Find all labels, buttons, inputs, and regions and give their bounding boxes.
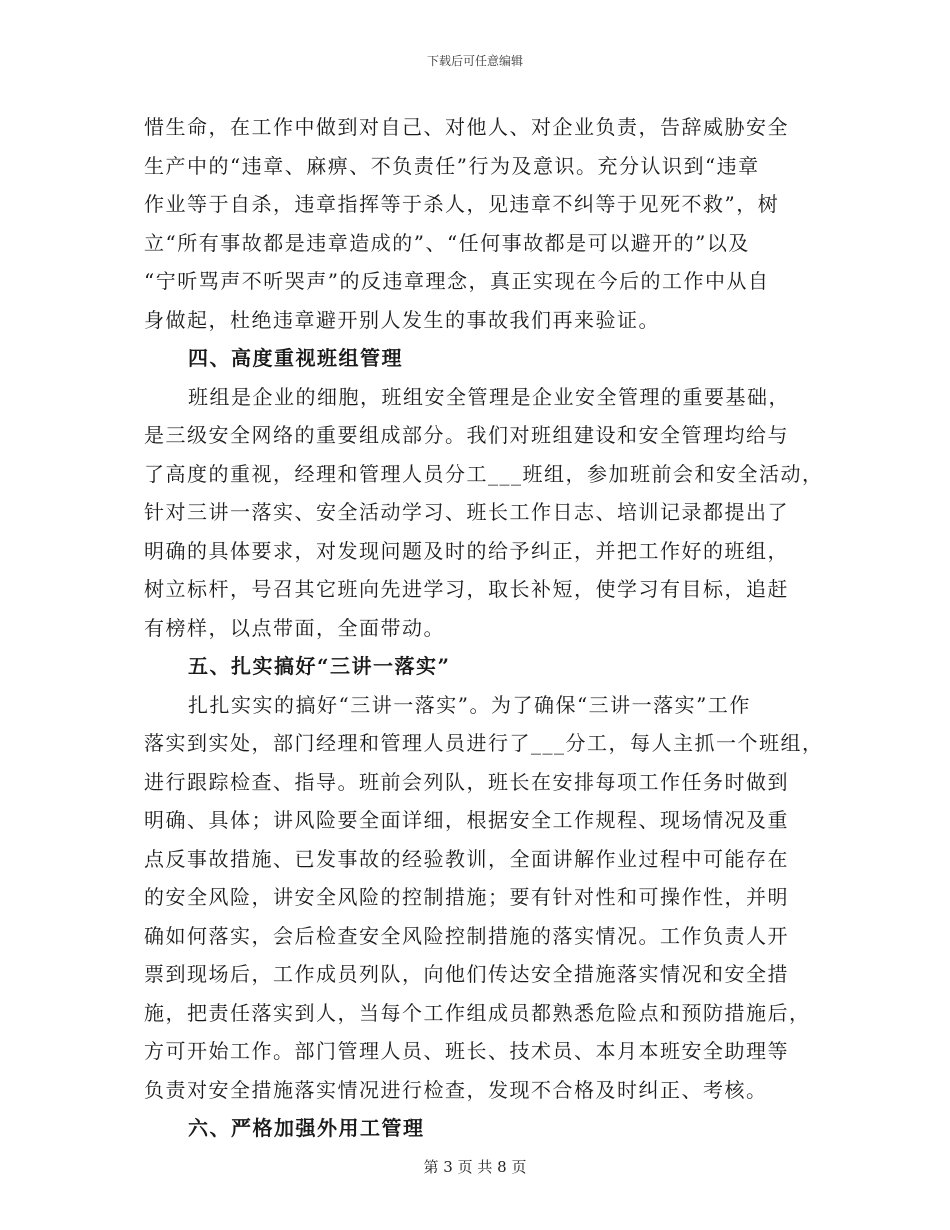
paragraph-line: 方可开始工作。部门管理人员、班长、技术员、本月本班安全助理等 — [144, 1039, 789, 1063]
paragraph-line: 是三级安全网络的重要组成部分。我们对班组建设和安全管理均给与 — [144, 423, 789, 447]
paragraph-line: 进行跟踪检查、指导。班前会列队，班长在安排每项工作任务时做到 — [144, 769, 789, 794]
section-heading: 六、严格加强外用工管理 — [188, 1116, 425, 1140]
paragraph-line: 确如何落实，会后检查安全风险控制措施的落实情况。工作负责人开 — [144, 923, 789, 948]
paragraph-line: “宁听骂声不听哭声”的反违章理念，真正实现在今后的工作中从自 — [144, 269, 770, 293]
paragraph-line: 立“所有事故都是违章造成的”、“任何事故都是可以避开的”以及 — [144, 230, 750, 255]
paragraph-line: 生产中的“违章、麻痹、不负责任”行为及意识。充分认识到“违章 — [144, 153, 760, 178]
paragraph-line: 施，把责任落实到人，当每个工作组成员都熟悉危险点和预防措施后， — [144, 1000, 811, 1025]
paragraph-line: 的安全风险，讲安全风险的控制措施；要有针对性和可操作性，并明 — [144, 885, 789, 909]
paragraph-line: 票到现场后，工作成员列队，向他们传达安全措施落实情况和安全措 — [144, 962, 789, 986]
paragraph-line: 惜生命，在工作中做到对自己、对他人、对企业负责，告辞威胁安全 — [144, 115, 789, 139]
document-body — [144, 108, 844, 1148]
paragraph-line: 作业等于自杀，违章指挥等于杀人，见违章不纠等于见死不救”，树 — [144, 192, 780, 216]
page-header: 下载后可任意编辑 — [426, 54, 523, 68]
paragraph-line: 点反事故措施、已发事故的经验教训，全面讲解作业过程中可能存在 — [144, 846, 789, 871]
paragraph-line: 明确、具体；讲风险要全面详细，根据安全工作规程、现场情况及重 — [144, 808, 789, 832]
paragraph-line: 身做起，杜绝违章避开别人发生的事故我们再来验证。 — [144, 307, 660, 332]
paragraph-line: 有榜样，以点带面，全面带动。 — [144, 615, 445, 640]
section-heading: 五、扎实搞好“三讲一落实” — [188, 654, 451, 678]
paragraph-line: 班组是企业的细胞，班组安全管理是企业安全管理的重要基础， — [188, 384, 790, 409]
paragraph-line: 明确的具体要求，对发现问题及时的给予纠正，并把工作好的班组， — [144, 538, 789, 563]
page-footer: 第 3 页 共 8 页 — [423, 1158, 527, 1176]
paragraph-line: 针对三讲一落实、安全活动学习、班长工作日志、培训记录都提出了 — [144, 500, 789, 524]
paragraph-line: 落实到实处，部门经理和管理人员进行了___分工，每人主抓一个班组， — [144, 731, 824, 755]
paragraph-line: 树立标杆，号召其它班向先进学习，取长补短，使学习有目标，追赶 — [144, 577, 789, 601]
paragraph-line: 扎扎实实的搞好“三讲一落实”。为了确保“三讲一落实”工作 — [188, 692, 751, 717]
paragraph-line: 负责对安全措施落实情况进行检查，发现不合格及时纠正、考核。 — [144, 1077, 768, 1102]
section-heading: 四、高度重视班组管理 — [188, 346, 403, 370]
paragraph-line: 了高度的重视，经理和管理人员分工___班组，参加班前会和安全活动， — [144, 461, 824, 486]
